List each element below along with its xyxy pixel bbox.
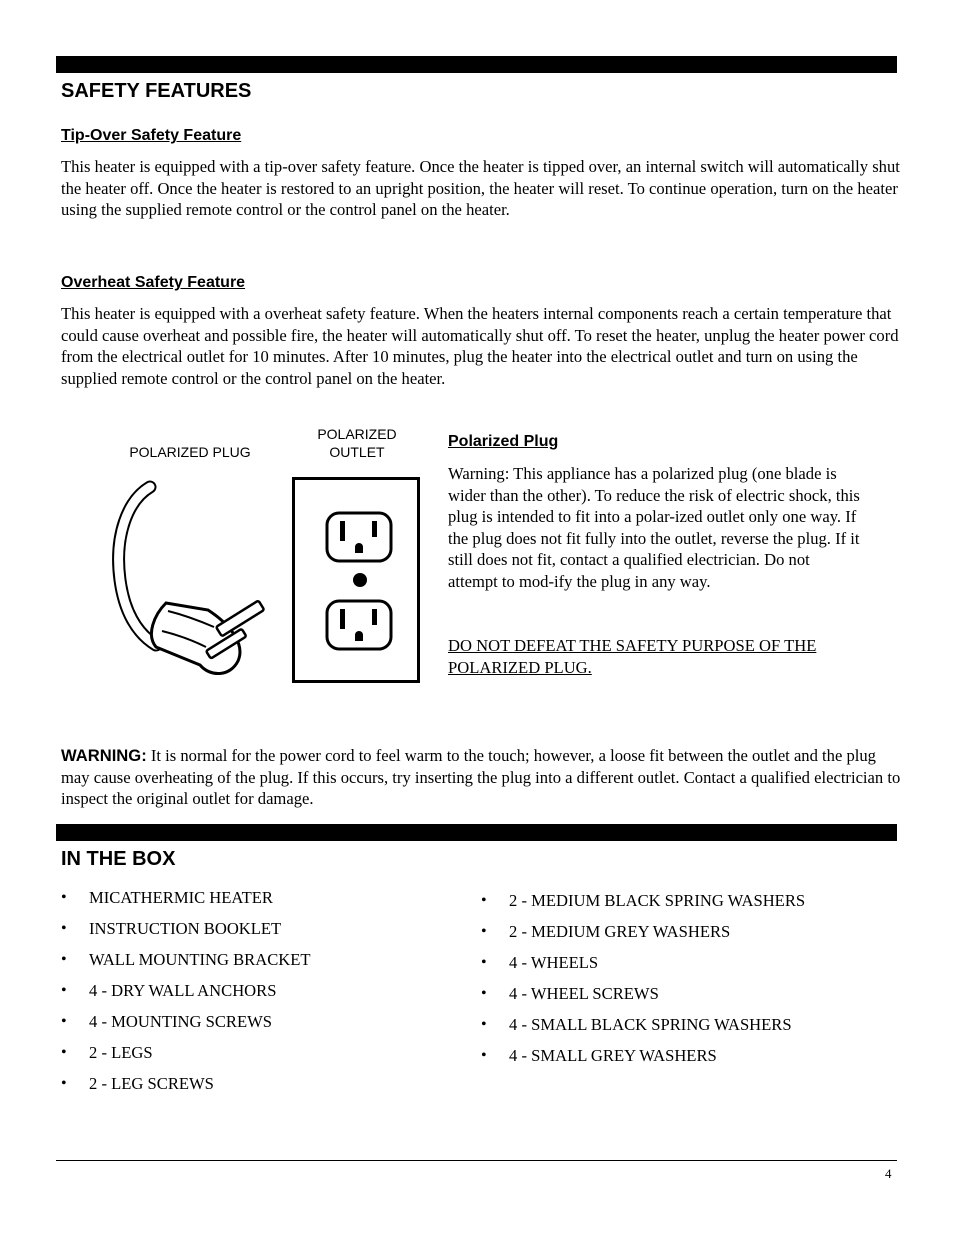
warning-text: It is normal for the power cord to feel warm to the touch; however, a loose fit between the outlet and the plug may cause overheating of the plug. If this occurs, try inserting the plug into a different outlet. Contact a qualified electrician to inspect the original outlet for damage.: [61, 746, 901, 808]
section-title-safety: SAFETY FEATURES: [61, 80, 252, 102]
footer-rule: [56, 1160, 897, 1161]
warning-label: WARNING:: [61, 746, 147, 765]
outlet-label-line1: POLARIZED: [317, 426, 397, 442]
polarized-outlet-illustration: [292, 477, 420, 683]
list-item: • 2 - MEDIUM BLACK SPRING WASHERS: [481, 890, 805, 921]
tipover-text: This heater is equipped with a tip-over safety feature. Once the heater is tipped over, an internal switch will automatically shut the heater off. Once the heater is restored to an upright position, the heater will reset. To continue operation, turn on the heater using the supplied remote control or the control panel on the heater.: [61, 157, 900, 219]
plug-label: POLARIZED PLUG: [129, 444, 251, 460]
polarized-plug-text: Warning: This appliance has a polarized plug (one blade is wider than the other). To reduce the risk of electric shock, this plug is intended to fit into a polar-ized outlet only one way. If the plug does not fit fully into the outlet, reverse the plug. If it still does not fit, contact a qualified electrician. Do not attempt to mod-ify the plug in any way.: [448, 464, 860, 591]
in-the-box-list-right: [481, 890, 805, 1076]
section-header-bar-inbox: [56, 824, 897, 841]
section-header-bar: [56, 56, 897, 73]
list-item: • 2 - LEG SCREWS: [61, 1073, 311, 1104]
list-item: • INSTRUCTION BOOKLET: [61, 918, 311, 949]
overheat-text: This heater is equipped with a overheat safety feature. When the heaters internal components reach a certain temperature that could cause overheat and possible fire, the heater will automatically shut off. To reset the heater, unplug the heater power cord from the electrical outlet for 10 minutes. After 10 minutes, plug the heater into the electrical outlet and turn on using the supplied remote control or the control panel on the heater.: [61, 304, 899, 388]
overheat-heading: Overheat Safety Feature: [61, 274, 246, 291]
list-item: • MICATHERMIC HEATER: [61, 887, 311, 918]
list-item: • 2 - LEGS: [61, 1042, 311, 1073]
section-title-in-the-box: IN THE BOX: [61, 848, 176, 870]
page-number: 4: [885, 1166, 892, 1181]
list-item: • 2 - MEDIUM GREY WASHERS: [481, 921, 805, 952]
list-item: • 4 - WHEEL SCREWS: [481, 983, 805, 1014]
list-item: • 4 - SMALL BLACK SPRING WASHERS: [481, 1014, 805, 1045]
tipover-heading: Tip-Over Safety Feature: [61, 127, 242, 144]
warning-paragraph: [61, 745, 901, 810]
list-item: • 4 - SMALL GREY WASHERS: [481, 1045, 805, 1076]
list-item: • 4 - MOUNTING SCREWS: [61, 1011, 311, 1042]
polarized-plug-heading: Polarized Plug: [448, 433, 559, 450]
polarized-plug-notice: DO NOT DEFEAT THE SAFETY PURPOSE OF THE POLARIZED PLUG.: [448, 636, 817, 677]
outlet-label-line2: OUTLET: [329, 444, 385, 460]
polarized-plug-illustration: [98, 475, 278, 685]
in-the-box-list-left: [61, 887, 311, 1104]
list-item: • 4 - DRY WALL ANCHORS: [61, 980, 311, 1011]
list-item: • 4 - WHEELS: [481, 952, 805, 983]
outlet-label: [292, 425, 422, 461]
list-item: • WALL MOUNTING BRACKET: [61, 949, 311, 980]
